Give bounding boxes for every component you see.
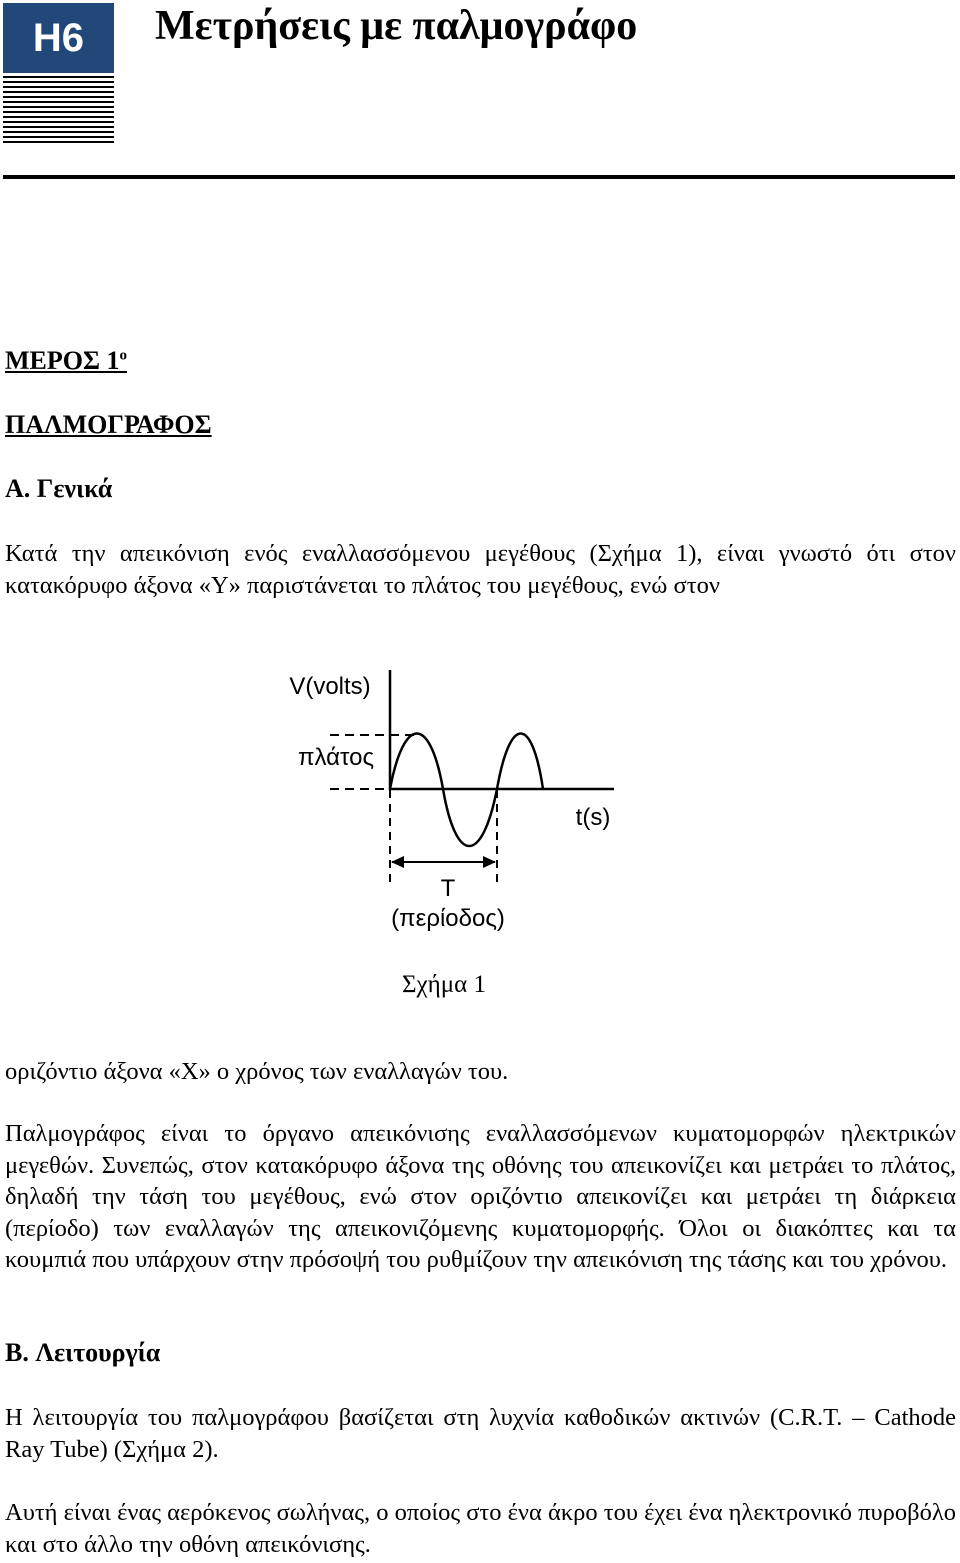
paragraph-operation: Η λειτουργία του παλμογράφου βασίζεται στη λυχνία καθοδικών ακτινών (C.R.T. – Cathode Ray Tube) (Σχήμα 2). — [5, 1404, 956, 1463]
x-axis-label: t(s) — [575, 804, 611, 831]
page-title: Μετρήσεις με παλμογράφο — [155, 3, 638, 49]
paragraph-tube: Αυτή είναι ένας αερόκενος σωλήνας, ο οποίος στο ένα άκρο του έχει ένα ηλεκτρονικό πυροβόλο και στο άλλο την οθόνη απεικόνισης. — [5, 1499, 956, 1558]
subsection-b-heading: B. Λειτουργία — [5, 1338, 161, 1367]
period-label: T — [440, 875, 456, 902]
y-axis-label: V(volts) — [289, 673, 371, 700]
period-sublabel: (περίοδος) — [391, 905, 505, 932]
part-superscript: ο — [119, 347, 127, 364]
paragraph-intro: Κατά την απεικόνιση ενός εναλλασσόμενου μεγέθους (Σχήμα 1), είναι γνωστό ότι στον κατακόρυφο άξονα «Υ» παριστάνεται το πλάτος του μεγέθους, ενώ στον — [5, 540, 956, 599]
period-arrowhead-left — [391, 856, 404, 868]
paragraph-x-axis: οριζόντιο άξονα «Χ» ο χρόνος των εναλλαγών του. — [5, 1058, 509, 1085]
decorative-stripes — [3, 76, 114, 146]
chapter-badge-label: H6 — [32, 15, 85, 60]
amplitude-label: πλάτος — [297, 744, 375, 771]
subsection-a-heading: A. Γενικά — [5, 474, 113, 503]
period-arrowhead-right — [483, 856, 496, 868]
part-label: ΜΕΡΟΣ 1 — [5, 346, 120, 375]
figure-1-caption: Σχήμα 1 — [402, 971, 486, 998]
header-rule — [3, 175, 955, 179]
chapter-badge — [3, 3, 114, 73]
paragraph-oscilloscope: Παλμογράφος είναι το όργανο απεικόνισης εναλλασσόμενων κυματομορφών ηλεκτρικών μεγεθών. Συνεπώς, στον κατακόρυφο άξονα της οθόνης του απεικονίζει και μετράει το πλάτος, δηλαδή την τάση του μεγέθους, ενώ στον οριζόντιο απεικονίζει και μετράει τη διάρκεια (περίοδο) των εναλλαγών της απεικονιζόμενης κυματομορφής. Όλοι οι διακόπτες και τα κουμπιά που υπάρχουν στην πρόσοψή του ρυθμίζουν την απεικόνιση της τάσης και του χρόνου. — [5, 1120, 956, 1274]
figure-1-sine-wave — [0, 640, 960, 960]
section-title: ΠΑΛΜΟΓΡΑΦΟΣ — [5, 410, 212, 439]
part-heading — [5, 346, 127, 376]
